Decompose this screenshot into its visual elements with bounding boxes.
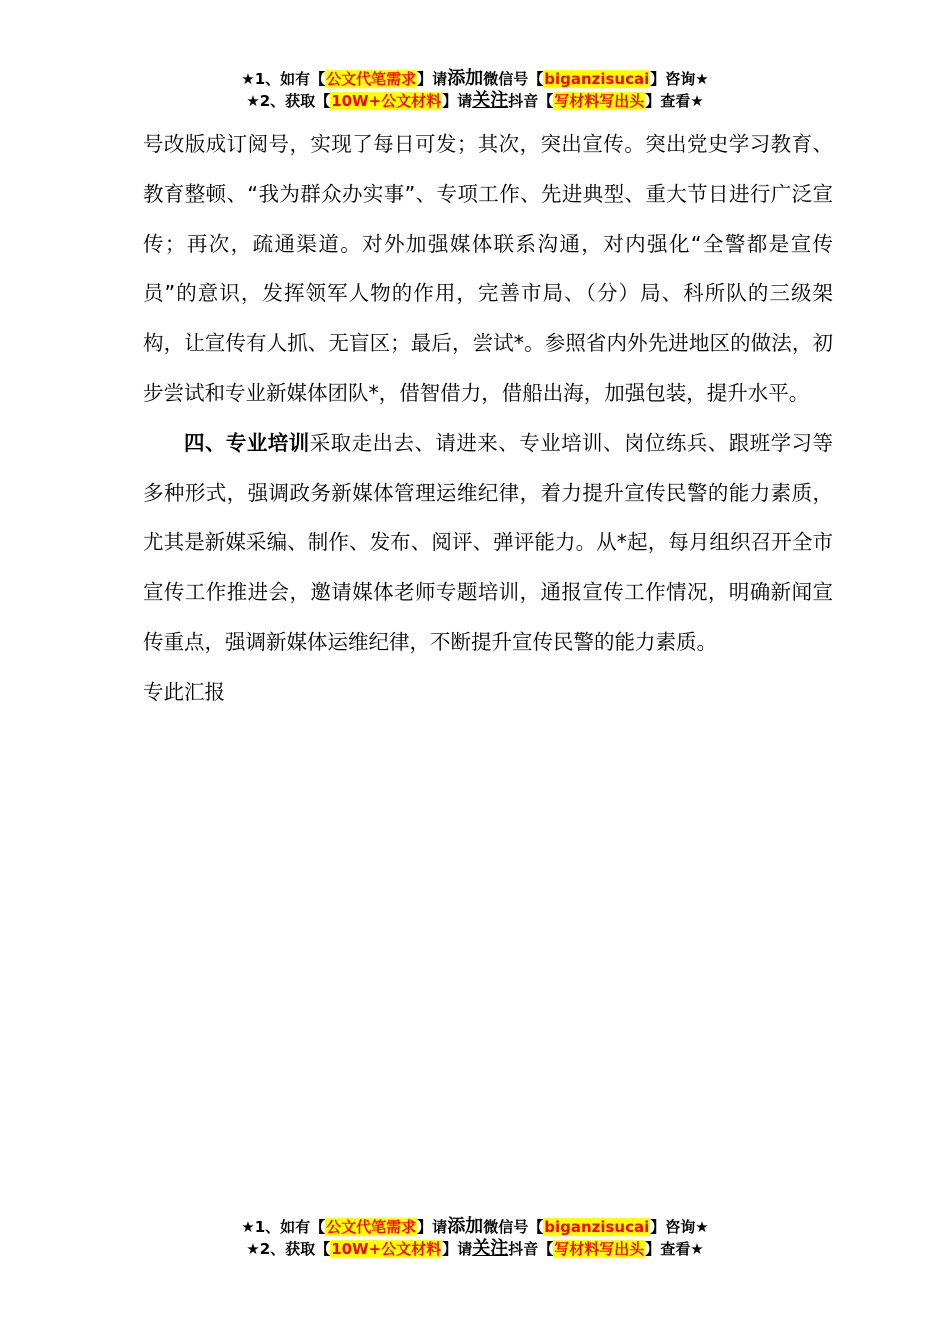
banner-text: 抖音【 [508, 1240, 554, 1258]
highlight-wechat-id: biganzisucai [544, 1218, 650, 1236]
banner-emphasis: 添加 [447, 1216, 484, 1237]
banner-emphasis: 添加 [447, 68, 484, 89]
highlight-materials: 10W+公文材料 [331, 1240, 442, 1258]
banner-text: 】请 [442, 1240, 473, 1258]
highlight-douyin: 写材料写出头 [554, 92, 645, 110]
banner-text: 】查看★ [645, 1240, 704, 1258]
banner-text: ★1、如有【 [241, 1218, 326, 1236]
banner-text: 】请 [417, 70, 448, 88]
closing-remark: 专此汇报 [143, 679, 225, 704]
banner-text: 】请 [417, 1218, 448, 1236]
highlight-service: 公文代笔需求 [326, 1218, 417, 1236]
banner-text: 微信号【 [483, 1218, 544, 1236]
banner-text: 】请 [442, 92, 473, 110]
highlight-wechat-id: biganzisucai [544, 70, 650, 88]
section-heading: 四、专业培训 [184, 430, 310, 455]
highlight-materials: 10W+公文材料 [331, 92, 442, 110]
banner-text: ★2、获取【 [246, 92, 331, 110]
banner-text: ★2、获取【 [246, 1240, 331, 1258]
banner-line-1 [0, 1216, 950, 1238]
highlight-service: 公文代笔需求 [326, 70, 417, 88]
banner-line-2 [0, 90, 950, 112]
banner-emphasis: 关注 [472, 1238, 509, 1259]
header-banner [0, 68, 950, 112]
footer-banner [0, 1216, 950, 1260]
paragraph-text: 采取走出去、请进来、专业培训、岗位练兵、跟班学习等多种形式，强调政务新媒体管理运维纪律，着力提升宣传民警的能力素质，尤其是新媒采编、制作、发布、阅评、弹评能力。从*起，每月组织召开全市宣传工作推进会，邀请媒体老师专题培训，通报宣传工作情况，明确新闻宣传重点，强调新媒体运维纪律，不断提升宣传民警的能力素质。 [143, 430, 834, 654]
paragraph [143, 419, 833, 668]
banner-line-2 [0, 1238, 950, 1260]
banner-text: ★1、如有【 [241, 70, 326, 88]
banner-text: 微信号【 [483, 70, 544, 88]
banner-text: 】咨询★ [650, 70, 709, 88]
document-body [143, 120, 833, 718]
banner-line-1 [0, 68, 950, 90]
banner-emphasis: 关注 [472, 90, 509, 111]
highlight-douyin: 写材料写出头 [554, 1240, 645, 1258]
banner-text: 】查看★ [645, 92, 704, 110]
paragraph: 号改版成订阅号，实现了每日可发；其次，突出宣传。突出党史学习教育、教育整顿、“我为群众办实事”、专项工作、先进典型、重大节日进行广泛宣传；再次，疏通渠道。对外加强媒体联系沟通，对内强化“全警都是宣传员”的意识，发挥领军人物的作用，完善市局、（分）局、科所队的三级架构，让宣传有人抓、无盲区；最后，尝试*。参照省内外先进地区的做法，初步尝试和专业新媒体团队*，借智借力，借船出海，加强包装，提升水平。 [143, 132, 833, 405]
banner-text: 抖音【 [508, 92, 554, 110]
banner-text: 】咨询★ [650, 1218, 709, 1236]
